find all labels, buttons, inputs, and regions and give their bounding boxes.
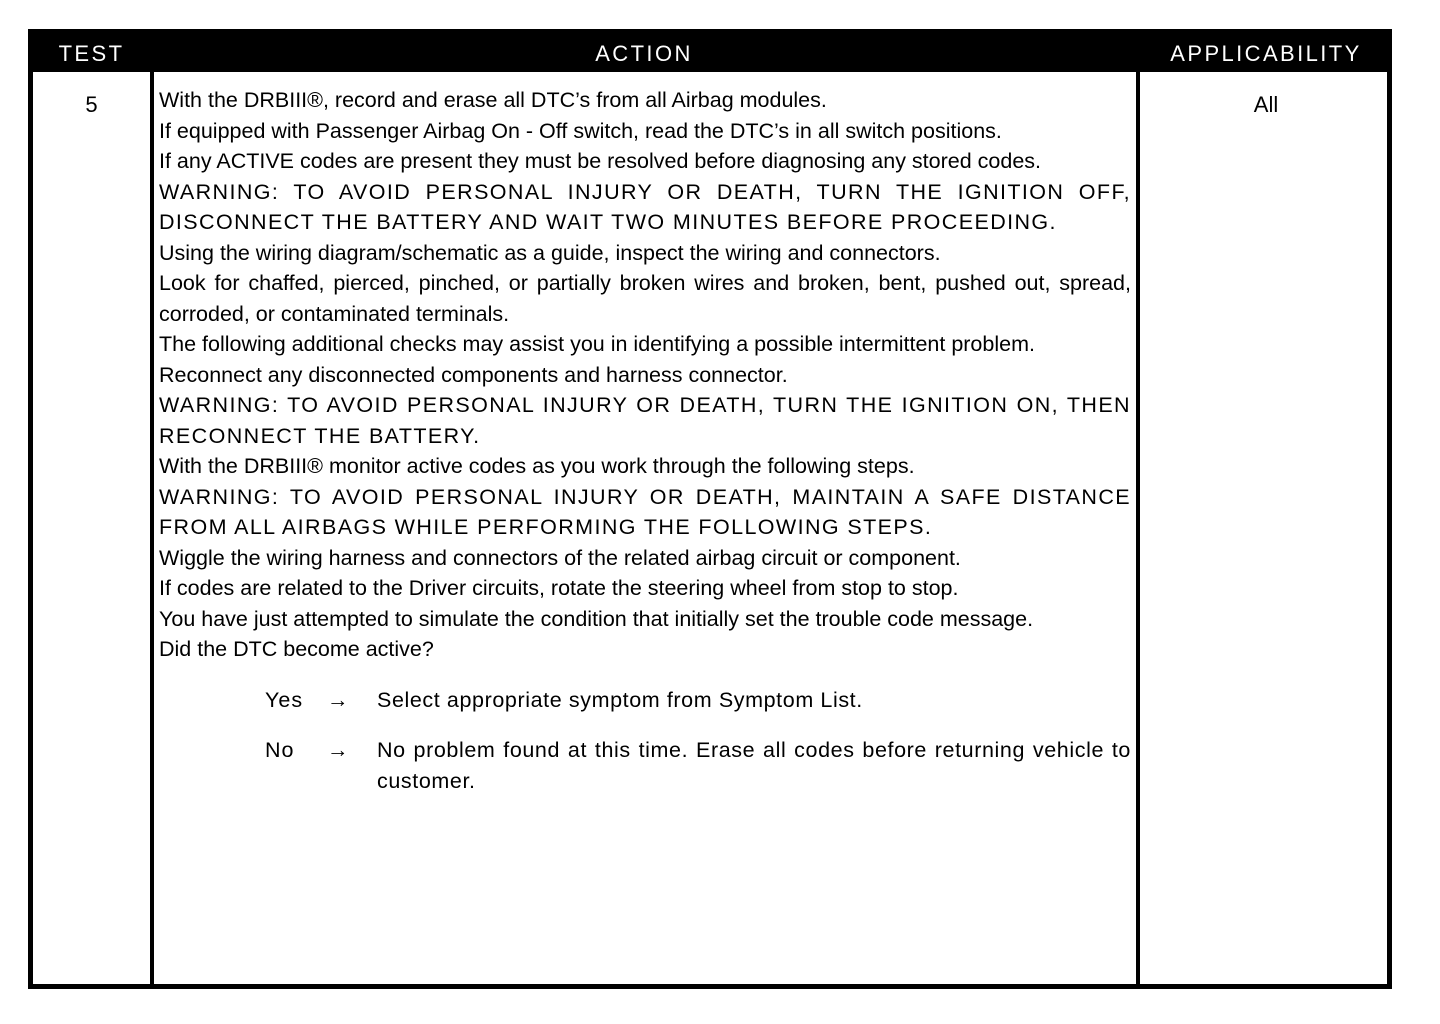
right-arrow-icon: → (327, 738, 349, 762)
header-action: ACTION (595, 41, 693, 66)
outcome-no (265, 735, 1131, 796)
warning-text: WARNING: TO AVOID PERSONAL INJURY OR DEATH, TURN THE IGNITION OFF, DISCONNECT THE BATTERY AND WAIT TWO MINUTES BEFORE PROCEEDING. (159, 179, 1131, 234)
action-cell (159, 85, 1131, 796)
diagnostic-test-table (28, 29, 1392, 989)
action-step: If any ACTIVE codes are present they must be resolved before diagnosing any stored codes. (159, 149, 1042, 173)
outcome-yes (265, 685, 1131, 716)
action-step: Wiggle the wiring harness and connectors of the related airbag circuit or component. (159, 545, 961, 570)
warning-text: WARNING: TO AVOID PERSONAL INJURY OR DEATH, TURN THE IGNITION ON, THEN RECONNECT THE BATTERY. (159, 393, 1131, 448)
action-step: The following additional checks may assist you in identifying a possible intermittent problem. (159, 332, 1035, 356)
header-applicability: APPLICABILITY (1170, 41, 1362, 66)
test-number: 5 (85, 92, 98, 117)
action-step: You have just attempted to simulate the condition that initially set the trouble code message. (159, 606, 1034, 631)
action-step: With the DRBIII®, record and erase all DTC’s from all Airbag modules. (159, 88, 827, 112)
outcome-answer: Yes (265, 687, 304, 712)
column-divider (150, 72, 154, 984)
outcome-result: Select appropriate symptom from Symptom List. (377, 687, 863, 712)
action-step: Look for chaffed, pierced, pinched, or partially broken wires and broken, bent, pushed out, spread, corroded, or contaminated terminals. (159, 271, 1131, 326)
question-text: Did the DTC become active? (159, 637, 434, 661)
header-test: TEST (58, 41, 125, 66)
outcome-result: No problem found at this time. Erase all codes before returning vehicle to customer. (377, 738, 1131, 793)
action-step: If codes are related to the Driver circuits, rotate the steering wheel from stop to stop. (159, 576, 959, 600)
action-step: Reconnect any disconnected components and harness connector. (159, 362, 788, 387)
warning-text: WARNING: TO AVOID PERSONAL INJURY OR DEATH, MAINTAIN A SAFE DISTANCE FROM ALL AIRBAGS WHILE PERFORMING THE FOLLOWING STEPS. (159, 484, 1131, 539)
right-arrow-icon: → (327, 687, 349, 712)
outcome-answer: No (265, 738, 295, 762)
action-step: Using the wiring diagram/schematic as a guide, inspect the wiring and connectors. (159, 240, 941, 265)
applicability-value: All (1253, 92, 1279, 117)
table-header (33, 34, 1387, 72)
action-step: With the DRBIII® monitor active codes as you work through the following steps. (159, 454, 915, 478)
action-step: If equipped with Passenger Airbag On - Off switch, read the DTC’s in all switch positions. (159, 118, 1002, 143)
column-divider (1136, 72, 1140, 984)
